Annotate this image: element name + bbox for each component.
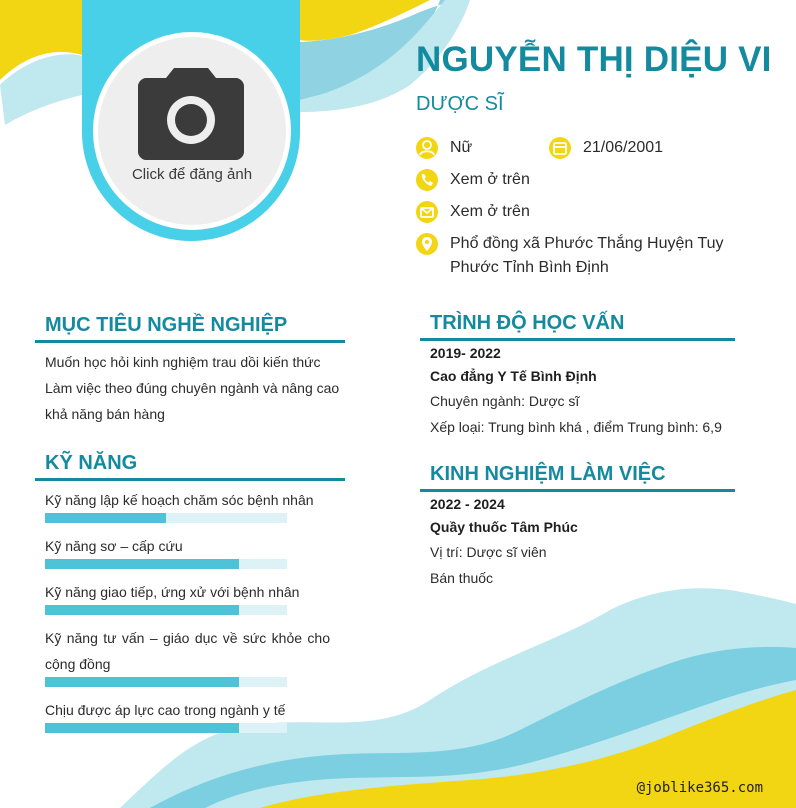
education-school: Cao đẳng Y Tế Bình Định xyxy=(430,368,597,384)
education-rule xyxy=(420,338,735,341)
skill-bar xyxy=(45,677,287,687)
experience-company: Quầy thuốc Tâm Phúc xyxy=(430,519,578,535)
objective-rule xyxy=(35,340,345,343)
education-title: TRÌNH ĐỘ HỌC VẤN xyxy=(430,312,625,334)
experience-duty: Bán thuốc xyxy=(430,570,494,586)
skills-title: KỸ NĂNG xyxy=(45,452,138,474)
experience-title: KINH NGHIỆM LÀM VIỆC xyxy=(430,463,666,485)
objective-title: MỤC TIÊU NGHỀ NGHIỆP xyxy=(45,314,288,336)
objective-line3: khả năng bán hàng xyxy=(45,406,165,422)
skill-bar-fill xyxy=(45,559,239,569)
education-rank: Xếp loại: Trung bình khá , điểm Trung bình: 6,9 xyxy=(430,419,722,435)
skills-rule xyxy=(35,478,345,481)
address-line2: Phước Tỉnh Bình Định xyxy=(450,259,609,276)
skill-label: Chịu được áp lực cao trong ngành y tế xyxy=(45,702,286,718)
phone-icon xyxy=(416,169,438,191)
objective-line2: Làm việc theo đúng chuyên ngành và nâng cao xyxy=(45,380,340,396)
skill-bar xyxy=(45,513,287,523)
birthdate-value: 21/06/2001 xyxy=(583,139,664,156)
education-major: Chuyên ngành: Dược sĩ xyxy=(430,393,580,409)
candidate-name: NGUYỄN THỊ DIỆU VI xyxy=(416,40,772,79)
skill-bar-fill xyxy=(45,723,239,733)
experience-position: Vị trí: Dược sĩ viên xyxy=(430,544,547,560)
skill-bar-fill xyxy=(45,677,239,687)
skill-bar xyxy=(45,559,287,569)
skill-label: Kỹ năng tư vấn – giáo dục về sức khỏe cho cộng đồng xyxy=(45,630,330,672)
user-icon xyxy=(416,137,438,159)
gender-value: Nữ xyxy=(450,139,473,156)
phone-value: Xem ở trên xyxy=(450,171,530,188)
skill-bar xyxy=(45,723,287,733)
skill-bar-fill xyxy=(45,513,166,523)
objective-line1: Muốn học hỏi kinh nghiệm trau dồi kiến thức xyxy=(45,354,321,370)
skill-bar-fill xyxy=(45,605,239,615)
candidate-title: DƯỢC SĨ xyxy=(416,93,504,115)
skill-label: Kỹ năng sơ – cấp cứu xyxy=(45,538,183,554)
photo-upload-label[interactable]: Click để đăng ảnh xyxy=(131,166,253,183)
skill-label: Kỹ năng giao tiếp, ứng xử với bệnh nhân xyxy=(45,584,300,600)
location-icon xyxy=(416,233,438,255)
email-value: Xem ở trên xyxy=(450,203,530,220)
calendar-icon xyxy=(549,137,571,159)
watermark: @joblike365.com xyxy=(636,780,763,796)
address-line1: Phổ đồng xã Phước Thắng Huyện Tuy xyxy=(450,235,724,252)
education-period: 2019- 2022 xyxy=(430,345,501,361)
camera-icon xyxy=(136,66,246,162)
experience-period: 2022 - 2024 xyxy=(430,496,505,512)
skill-bar xyxy=(45,605,287,615)
experience-rule xyxy=(420,489,735,492)
skill-label: Kỹ năng lập kế hoạch chăm sóc bệnh nhân xyxy=(45,492,314,508)
email-icon xyxy=(416,201,438,223)
